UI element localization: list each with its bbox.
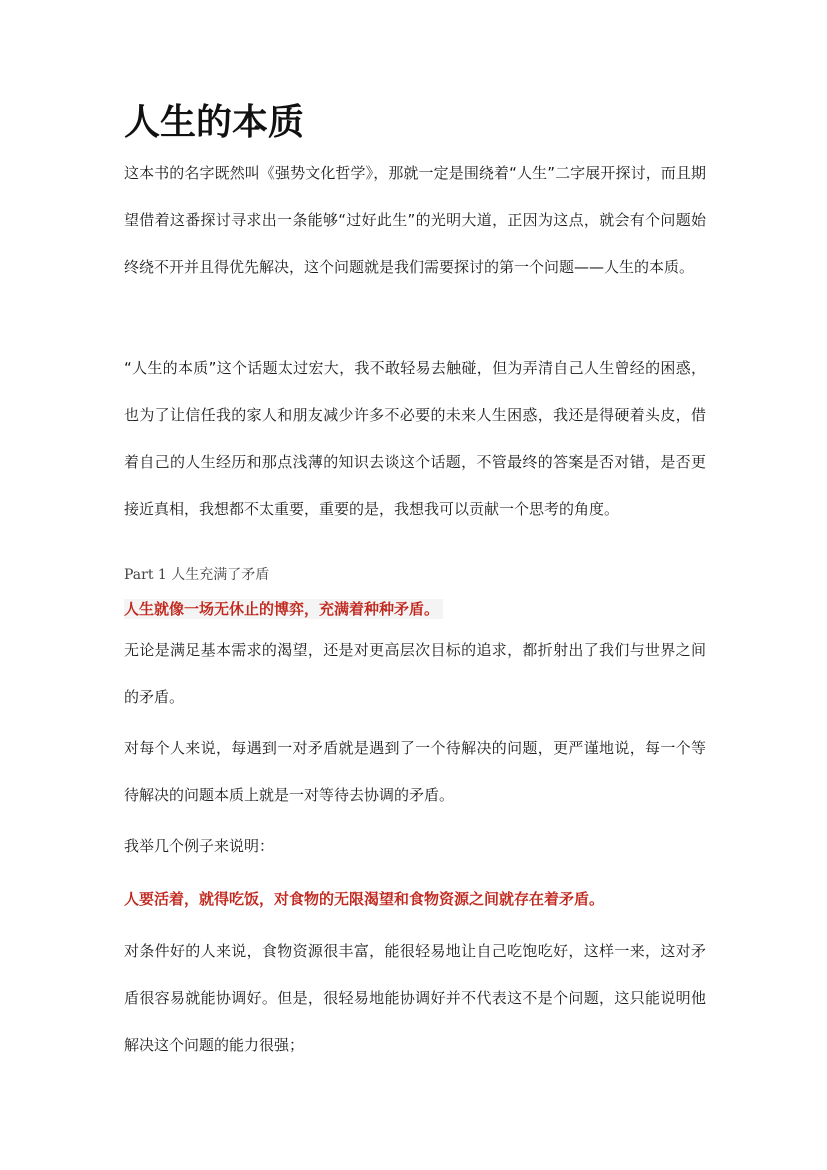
intro-paragraph: 这本书的名字既然叫《强势文化哲学》，那就一定是围绕着“人生”二字展开探讨，而且期望借着这番探讨寻求出一条能够“过好此生”的光明大道，正因为这点，就会有个问题始终绕不开并且得优先解决，这个问题就是我们需要探讨的第一个问题——人生的本质。 — [124, 164, 706, 276]
problem-paragraph: 对每个人来说，每遇到一对矛盾就是遇到了一个待解决的问题，更严谨地说，每一个等待解决的问题本质上就是一对等待去协调的矛盾。 — [124, 739, 706, 804]
page-title: 人生的本质 — [124, 102, 305, 143]
example-highlight: 人要活着，就得吃饭，对食物的无限渴望和食物资源之间就存在着矛盾。 — [124, 890, 605, 908]
part-1-heading: Part 1 人生充满了矛盾 — [124, 567, 270, 583]
example-paragraph: 对条件好的人来说，食物资源很丰富，能很轻易地让自己吃饱吃好，这样一来，这对矛盾很容易就能协调好。但是，很轻易地能协调好并不代表这不是个问题，这只能说明他解决这个问题的能力很强； — [124, 942, 706, 1054]
contradiction-paragraph: 无论是满足基本需求的渴望，还是对更高层次目标的追求，都折射出了我们与世界之间的矛盾。 — [124, 641, 706, 706]
part-1-highlight — [124, 599, 443, 619]
topic-paragraph: “人生的本质”这个话题太过宏大，我不敢轻易去触碰，但为弄清自己人生曾经的困惑，也为了让信任我的家人和朋友减少许多不必要的未来人生困惑，我还是得硬着头皮，借着自己的人生经历和那点浅薄的知识去谈这个话题，不管最终的答案是否对错，是否更接近真相，我想都不太重要，重要的是，我想我可以贡献一个思考的角度。 — [124, 359, 706, 518]
examples-intro-paragraph: 我举几个例子来说明： — [124, 837, 275, 855]
part-1-highlight-text: 人生就像一场无休止的博弈，充满着种种矛盾。 — [124, 599, 443, 619]
